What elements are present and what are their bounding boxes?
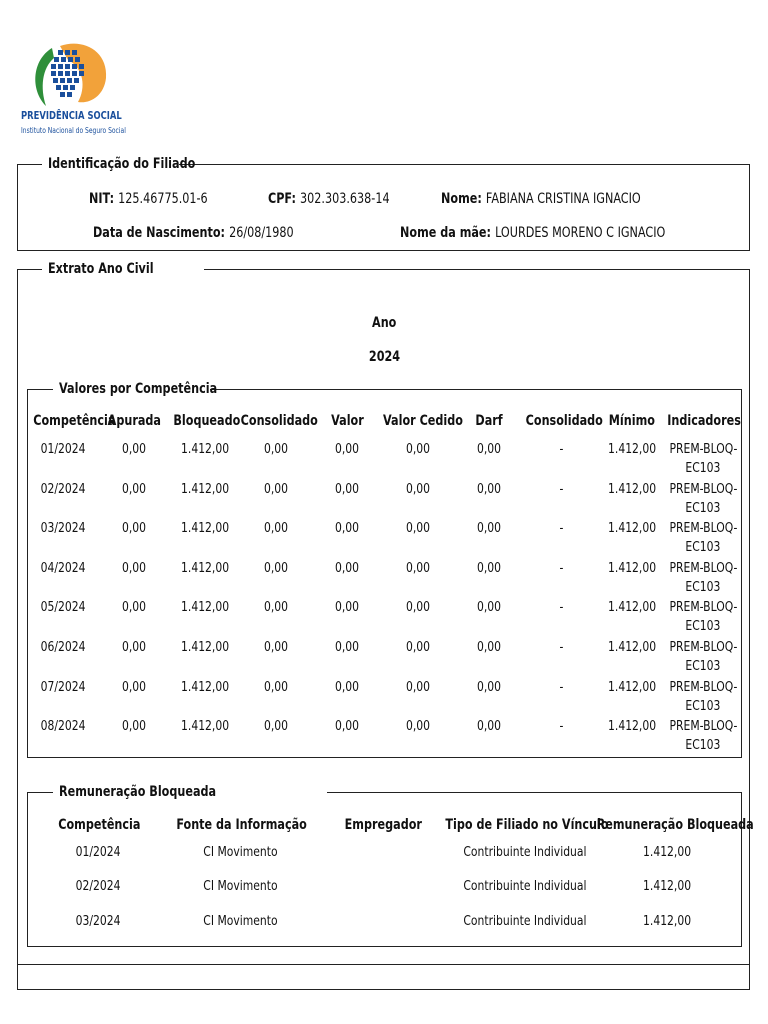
valores-header-1: Apurada — [107, 413, 161, 429]
ano-value: 2024 — [368, 349, 400, 365]
cell-minimo: 1.412,00 — [607, 560, 657, 576]
cell-minimo: 1.412,00 — [607, 481, 657, 497]
cell-competencia: 02/2024 — [40, 481, 86, 497]
cell-valor: 0,00 — [334, 441, 360, 457]
cell-darf: 0,00 — [476, 520, 502, 536]
cell-empregador — [328, 878, 438, 894]
cell-empregador — [328, 844, 438, 860]
cell-remuneracao: 1.412,00 — [642, 913, 692, 929]
valores-header-9: Indicadores — [667, 413, 741, 429]
cell-valor: 0,00 — [334, 718, 360, 734]
cell-consolidado2: - — [559, 560, 563, 576]
mae-value: LOURDES MORENO C IGNACIO — [495, 225, 666, 241]
cell-tipo: Contribuinte Individual — [463, 844, 587, 860]
cell-apurada: 0,00 — [121, 441, 147, 457]
nascimento-value: 26/08/1980 — [229, 225, 294, 241]
cell-indicadores — [658, 559, 748, 597]
cell-competencia: 01/2024 — [75, 844, 121, 860]
cell-valor-cedido: 0,00 — [405, 560, 431, 576]
indicador-line-2: EC103 — [685, 579, 721, 595]
cell-minimo: 1.412,00 — [607, 441, 657, 457]
cell-darf: 0,00 — [476, 639, 502, 655]
remuneracao-header-2: Empregador — [344, 817, 422, 833]
cell-consolidado: 0,00 — [263, 560, 289, 576]
cell-valor: 0,00 — [334, 560, 360, 576]
cell-apurada: 0,00 — [121, 481, 147, 497]
cell-competencia: 03/2024 — [75, 913, 121, 929]
identificacao-legend: Identificação do Filiado — [42, 155, 179, 173]
cell-apurada: 0,00 — [121, 639, 147, 655]
indicador-line-1: PREM-BLOQ- — [669, 481, 737, 497]
cell-bloqueado: 1.412,00 — [180, 520, 230, 536]
nit-value: 125.46775.01-6 — [118, 191, 208, 207]
cell-valor: 0,00 — [334, 481, 360, 497]
extrato-bottom-bar — [17, 963, 750, 989]
cell-bloqueado: 1.412,00 — [180, 718, 230, 734]
cell-fonte: CI Movimento — [202, 878, 278, 894]
cell-darf: 0,00 — [476, 441, 502, 457]
nascimento-label: Data de Nascimento: — [93, 225, 226, 241]
cell-minimo: 1.412,00 — [607, 718, 657, 734]
nit-field — [89, 188, 237, 207]
cell-competencia: 04/2024 — [40, 560, 86, 576]
mae-label: Nome da mãe: — [400, 225, 492, 241]
cell-indicadores — [658, 717, 748, 755]
cpf-value: 302.303.638-14 — [300, 191, 390, 207]
valores-header-2: Bloqueado — [173, 413, 241, 429]
indicador-line-2: EC103 — [685, 539, 721, 555]
cell-consolidado2: - — [559, 481, 563, 497]
cell-tipo: Contribuinte Individual — [463, 878, 587, 894]
cell-apurada: 0,00 — [121, 679, 147, 695]
remuneracao-legend: Remuneração Bloqueada — [53, 783, 327, 801]
cell-bloqueado: 1.412,00 — [180, 481, 230, 497]
cell-indicadores — [658, 638, 748, 676]
valores-header-7: Consolidado — [525, 413, 603, 429]
cell-competencia: 02/2024 — [75, 878, 121, 894]
cell-consolidado2: - — [559, 520, 563, 536]
cell-bloqueado: 1.412,00 — [180, 599, 230, 615]
remuneracao-header-1: Fonte da Informação — [176, 817, 307, 833]
extrato-bottom-line — [17, 989, 750, 990]
cell-bloqueado: 1.412,00 — [180, 639, 230, 655]
cell-valor-cedido: 0,00 — [405, 639, 431, 655]
cell-valor-cedido: 0,00 — [405, 441, 431, 457]
cell-minimo: 1.412,00 — [607, 679, 657, 695]
cell-competencia: 01/2024 — [40, 441, 86, 457]
cell-darf: 0,00 — [476, 718, 502, 734]
valores-header-8: Mínimo — [608, 413, 656, 429]
cell-darf: 0,00 — [476, 679, 502, 695]
cell-consolidado: 0,00 — [263, 599, 289, 615]
cell-valor: 0,00 — [334, 639, 360, 655]
indicador-line-2: EC103 — [685, 618, 721, 634]
cell-apurada: 0,00 — [121, 520, 147, 536]
indicador-line-1: PREM-BLOQ- — [669, 718, 737, 734]
nome-label: Nome: — [441, 191, 482, 207]
cell-competencia: 03/2024 — [40, 520, 86, 536]
cell-consolidado2: - — [559, 718, 563, 734]
indicador-line-1: PREM-BLOQ- — [669, 441, 737, 457]
cell-competencia: 08/2024 — [40, 718, 86, 734]
cell-valor: 0,00 — [334, 599, 360, 615]
cell-consolidado2: - — [559, 679, 563, 695]
cell-competencia: 07/2024 — [40, 679, 86, 695]
cell-indicadores — [658, 480, 748, 518]
cell-valor-cedido: 0,00 — [405, 481, 431, 497]
valores-header-3: Consolidado — [240, 413, 318, 429]
indicador-line-1: PREM-BLOQ- — [669, 560, 737, 576]
cell-empregador — [328, 913, 438, 929]
previdencia-logo-icon — [20, 38, 120, 138]
indicador-line-2: EC103 — [685, 500, 721, 516]
cell-competencia: 05/2024 — [40, 599, 86, 615]
cell-indicadores — [658, 598, 748, 636]
mae-field — [400, 222, 732, 241]
cell-indicadores — [658, 678, 748, 716]
cell-consolidado: 0,00 — [263, 481, 289, 497]
cell-valor: 0,00 — [334, 679, 360, 695]
cell-consolidado2: - — [559, 639, 563, 655]
nit-label: NIT: — [89, 191, 115, 207]
cpf-label: CPF: — [268, 191, 296, 207]
cell-bloqueado: 1.412,00 — [180, 560, 230, 576]
cell-competencia: 06/2024 — [40, 639, 86, 655]
extrato-legend: Extrato Ano Civil — [42, 260, 204, 278]
cell-darf: 0,00 — [476, 560, 502, 576]
indicador-line-2: EC103 — [685, 737, 721, 753]
cell-remuneracao: 1.412,00 — [642, 878, 692, 894]
remuneracao-header-4: Remuneração Bloqueada — [596, 817, 754, 833]
cell-remuneracao: 1.412,00 — [642, 844, 692, 860]
indicador-line-1: PREM-BLOQ- — [669, 520, 737, 536]
remuneracao-header-3: Tipo de Filiado no Vínculo — [445, 817, 609, 833]
cell-consolidado: 0,00 — [263, 639, 289, 655]
cpf-field — [268, 188, 420, 207]
indicador-line-2: EC103 — [685, 698, 721, 714]
cell-fonte: CI Movimento — [202, 844, 278, 860]
logo-title: PREVIDÊNCIA SOCIAL — [21, 110, 122, 122]
cell-indicadores — [658, 519, 748, 557]
indicador-line-1: PREM-BLOQ- — [669, 639, 737, 655]
cell-fonte: CI Movimento — [202, 913, 278, 929]
cell-consolidado: 0,00 — [263, 718, 289, 734]
cell-valor-cedido: 0,00 — [405, 718, 431, 734]
cell-consolidado: 0,00 — [263, 441, 289, 457]
cell-consolidado2: - — [559, 599, 563, 615]
cell-bloqueado: 1.412,00 — [180, 679, 230, 695]
nome-value: FABIANA CRISTINA IGNACIO — [485, 191, 641, 207]
cell-darf: 0,00 — [476, 481, 502, 497]
valores-header-4: Valor — [330, 413, 364, 429]
indicador-line-1: PREM-BLOQ- — [669, 679, 737, 695]
cell-consolidado: 0,00 — [263, 520, 289, 536]
cell-valor-cedido: 0,00 — [405, 520, 431, 536]
indicador-line-1: PREM-BLOQ- — [669, 599, 737, 615]
cell-apurada: 0,00 — [121, 560, 147, 576]
indicador-line-2: EC103 — [685, 658, 721, 674]
valores-header-6: Darf — [475, 413, 503, 429]
nome-field — [441, 188, 691, 207]
cell-indicadores — [658, 440, 748, 478]
ano-label: Ano — [371, 315, 397, 331]
cell-valor-cedido: 0,00 — [405, 599, 431, 615]
cell-tipo: Contribuinte Individual — [463, 913, 587, 929]
cell-valor-cedido: 0,00 — [405, 679, 431, 695]
cell-apurada: 0,00 — [121, 718, 147, 734]
cell-apurada: 0,00 — [121, 599, 147, 615]
valores-legend: Valores por Competência — [53, 380, 210, 398]
indicador-line-2: EC103 — [685, 460, 721, 476]
cell-consolidado2: - — [559, 441, 563, 457]
cell-darf: 0,00 — [476, 599, 502, 615]
cell-minimo: 1.412,00 — [607, 639, 657, 655]
logo-subtitle: Instituto Nacional do Seguro Social — [21, 126, 126, 135]
cell-bloqueado: 1.412,00 — [180, 441, 230, 457]
valores-header-5: Valor Cedido — [382, 413, 463, 429]
cell-minimo: 1.412,00 — [607, 599, 657, 615]
remuneracao-header-0: Competência — [58, 817, 141, 833]
nascimento-field — [93, 222, 344, 241]
cell-valor: 0,00 — [334, 520, 360, 536]
cell-minimo: 1.412,00 — [607, 520, 657, 536]
valores-header-0: Competência — [33, 413, 116, 429]
cell-consolidado: 0,00 — [263, 679, 289, 695]
